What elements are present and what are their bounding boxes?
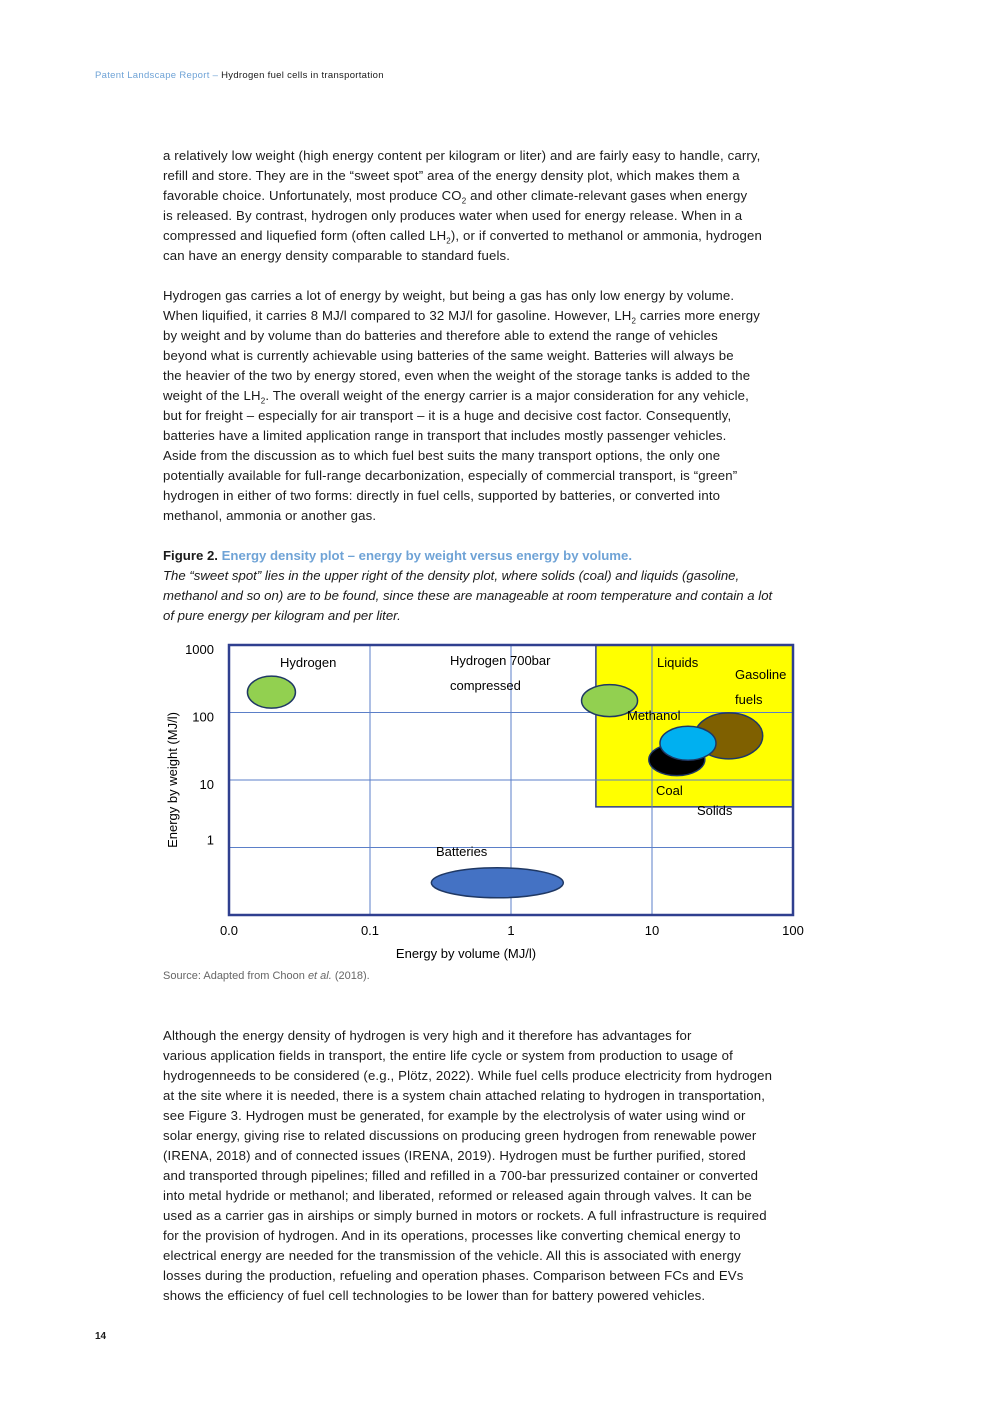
label-fuels: fuels <box>735 692 763 707</box>
x-tick-label: 100 <box>782 923 804 938</box>
y-axis-label: Energy by weight (MJ/l) <box>165 712 180 848</box>
y-tick-label: 1 <box>206 832 214 848</box>
text-line: Although the energy density of hydrogen is very high and it therefore has advantages for <box>163 1028 692 1043</box>
figure-source: Source: Adapted from Choon et al. (2018). <box>163 970 370 982</box>
label-compressed: compressed <box>450 678 521 693</box>
text-line: see Figure 3. Hydrogen must be generated, for example by the electrolysis of water using wind or <box>163 1108 746 1123</box>
label-methanol: Methanol <box>627 708 681 723</box>
text-line: is released. By contrast, hydrogen only produces water when used for energy release. When in a <box>163 208 743 223</box>
text-line: favorable choice. Unfortunately, most produce $CO_2$ and other climate-relevant gases when energy <box>163 188 748 206</box>
label-gasoline: Gasoline <box>735 667 787 682</box>
text-line: a relatively low weight (high energy content per kilogram or liter) and are fairly easy to handle, carry, <box>163 148 761 163</box>
text-line: weight of the $LH_2$. The overall weight of the energy carrier is a major consideration for any vehicle, <box>163 388 749 406</box>
text-line: (IRENA, 2018) and of connected issues (IRENA, 2019). Hydrogen must be further purified, stored <box>163 1148 746 1163</box>
text-line: for the provision of hydrogen. And in its operations, processes like converting chemical energy to <box>163 1228 741 1243</box>
text-line: used as a carrier gas in airships or simply burned in motors or rockets. A full infrastructure is required <box>163 1208 767 1223</box>
text-line: beyond what is currently achievable using batteries of the same weight. Batteries will always be <box>163 348 734 363</box>
text-line: into metal hydride or methanol; and liberated, reformed or released again through valves. It can be <box>163 1188 752 1203</box>
text-line: potentially available for full-range decarbonization, especially of commercial transport, is “green” <box>163 468 738 483</box>
text-line: compressed and liquefied form (often called $LH_2$), or if converted to methanol or ammonia, hydrogen <box>163 228 762 246</box>
paragraph-2 <box>163 286 835 526</box>
point-batteries <box>431 868 563 898</box>
paragraph-3 <box>163 1026 835 1306</box>
text-line: hydrogen in either of two forms: directly in fuel cells, supported by batteries, or converted into <box>163 488 721 503</box>
text-line: can have an energy density comparable to standard fuels. <box>163 248 511 263</box>
text-line: Aside from the discussion as to which fuel best suits the many transport options, the only one <box>163 448 721 463</box>
x-tick-label: 0.1 <box>360 923 380 938</box>
text-line: but for freight – especially for air transport – it is a huge and decisive cost factor. Consequently, <box>163 408 732 423</box>
paragraph-1 <box>163 146 835 266</box>
caption-line: of pure energy per kilogram and per liter. <box>163 608 401 623</box>
text-line: hydrogenneeds to be considered (e.g., Plötz, 2022). While fuel cells produce electricity from hydrogen <box>163 1068 773 1083</box>
label-liquids: Liquids <box>657 655 699 670</box>
x-tick-label: 0.0 <box>219 923 239 938</box>
text-line: When liquified, it carries 8 MJ/l compared to 32 MJ/l for gasoline. However, $LH_2$ carries more energy <box>163 308 761 326</box>
figure-number: Figure 2. <box>163 548 218 563</box>
label-batteries: Batteries <box>436 844 488 859</box>
label-hydrogen: Hydrogen <box>280 655 337 670</box>
text-line: various application fields in transport, the entire life cycle or system from production to usage of <box>163 1048 733 1063</box>
energy-density-chart <box>160 632 840 972</box>
text-line: shows the efficiency of fuel cell technologies to be lower than for battery powered vehicles. <box>163 1288 706 1303</box>
text-line: the heavier of the two by energy stored, even when the weight of the storage tanks is added to the <box>163 368 751 383</box>
text-line: methanol, ammonia or another gas. <box>163 508 377 523</box>
y-tick-label: 10 <box>199 777 214 792</box>
text-line: refill and store. They are in the “sweet spot” area of the energy density plot, which makes them a <box>163 168 740 183</box>
text-line: at the site where it is needed, there is a system chain attached relating to hydrogen in transportation, <box>163 1088 766 1103</box>
y-tick-label: 1000 <box>185 642 214 657</box>
text-line: batteries have a limited application range in transport that includes mostly passenger vehicles. <box>163 428 727 443</box>
text-line: and transported through pipelines; filled and refilled in a 700-bar pressurized container or converted <box>163 1168 759 1183</box>
header-separator: – <box>209 70 222 81</box>
report-topic: Hydrogen fuel cells in transportation <box>221 70 384 81</box>
point-hydrogen <box>247 676 295 708</box>
text-line: solar energy, giving rise to related discussions on producing green hydrogen from renewable power <box>163 1128 757 1143</box>
text-line: by weight and by volume than do batteries and therefore able to extend the range of vehicles <box>163 328 718 343</box>
label-solids: Solids <box>697 803 733 818</box>
text-line: losses during the production, refueling and operation phases. Comparison between FCs and EVs <box>163 1268 744 1283</box>
text-line: electrical energy are needed for the transmission of the vehicle. All this is associated with energy <box>163 1248 741 1263</box>
label-coal: Coal <box>656 783 683 798</box>
caption-line: methanol and so on) are to be found, since these are manageable at room temperature and contain a lot <box>163 588 773 603</box>
text-line: Hydrogen gas carries a lot of energy by weight, but being a gas has only low energy by volume. <box>163 288 735 303</box>
point-methanol <box>660 726 716 760</box>
running-header <box>95 70 384 81</box>
chart-svg <box>160 632 840 972</box>
page-number: 14 <box>95 1331 107 1342</box>
label-hydrogen-700bar: Hydrogen 700bar <box>450 653 551 668</box>
report-name: Patent Landscape Report <box>95 70 210 81</box>
figure-title <box>163 546 632 566</box>
figure-description: Energy density plot – energy by weight versus energy by volume. <box>217 548 633 563</box>
y-tick-label: 100 <box>192 709 214 725</box>
figure-caption <box>163 566 835 626</box>
x-axis-label: Energy by volume (MJ/l) <box>395 946 537 961</box>
x-tick-label: 10 <box>644 923 660 938</box>
x-tick-label: 1 <box>507 923 515 938</box>
caption-line: The “sweet spot” lies in the upper right of the density plot, where solids (coal) and liquids (gasoline, <box>163 568 740 583</box>
